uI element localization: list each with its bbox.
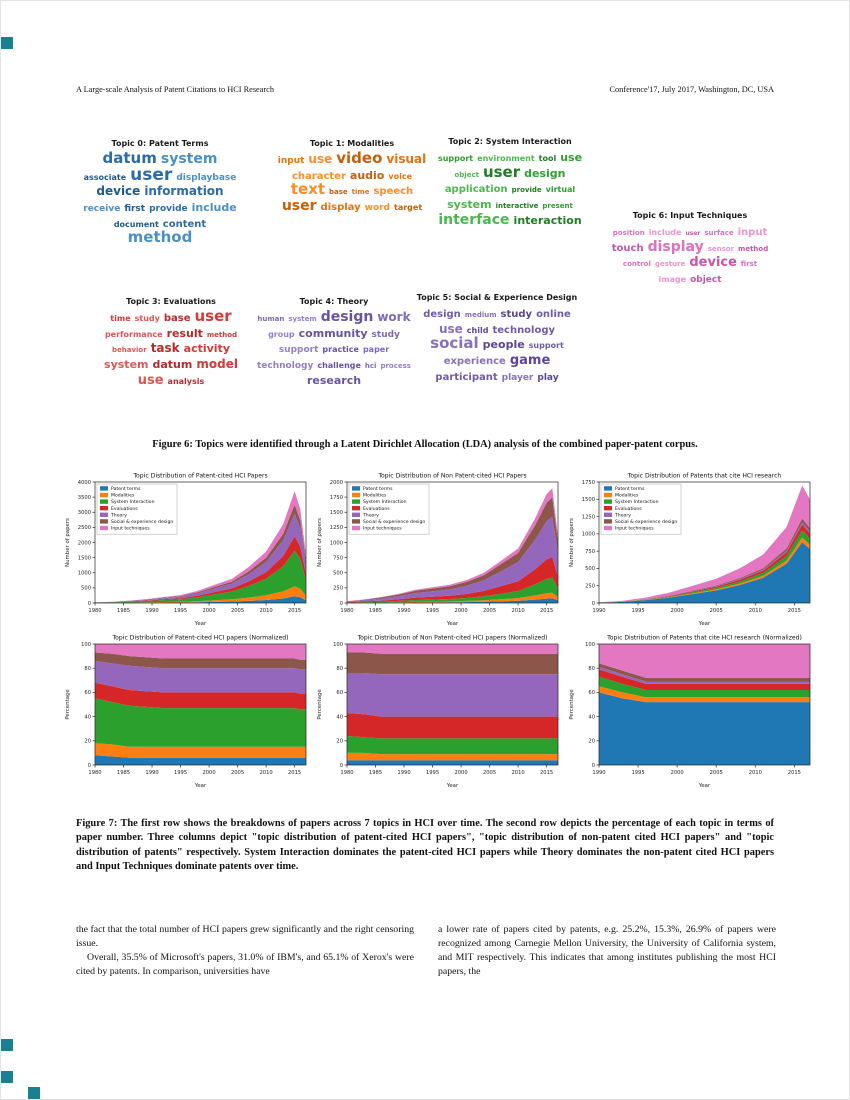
wordcloud-word: display	[647, 238, 704, 255]
wordcloud-topic-0	[81, 139, 239, 251]
svg-text:Social & experience design: Social & experience design	[615, 520, 678, 525]
svg-text:Topic Distribution of Patents: Topic Distribution of Patents that cite HCI research (Normalized)	[607, 634, 802, 642]
wordcloud-word: user	[685, 230, 701, 237]
margin-mark	[1, 1039, 13, 1051]
wordcloud-word: time	[351, 188, 370, 197]
chart-patent-cited-papers	[61, 469, 313, 627]
wordcloud-word: device	[96, 184, 141, 199]
svg-text:1985: 1985	[116, 770, 131, 776]
svg-text:Percentage: Percentage	[317, 689, 323, 720]
svg-text:500: 500	[81, 585, 91, 592]
wordcloud-topic-6	[609, 211, 771, 317]
svg-text:System Interaction: System Interaction	[363, 500, 407, 506]
wordcloud-word: interaction	[513, 213, 582, 227]
margin-mark	[28, 1087, 40, 1099]
figure7-charts	[61, 469, 817, 789]
wordcloud-word: technology	[257, 361, 314, 372]
wordcloud-word: position	[612, 229, 645, 237]
wordcloud-word: information	[144, 184, 224, 199]
wordcloud-word: challenge	[317, 361, 361, 371]
wordcloud-word: analysis	[167, 376, 205, 386]
svg-text:80: 80	[336, 666, 343, 672]
svg-text:2015: 2015	[287, 770, 302, 776]
wordcloud-word: display	[320, 202, 361, 214]
topic-title: Topic 1: Modalities	[309, 139, 395, 148]
wordcloud-word: support	[437, 154, 474, 163]
running-head-venue: Conference'17, July 2017, Washington, DC, USA	[609, 85, 774, 94]
svg-text:20: 20	[336, 738, 343, 745]
svg-text:0: 0	[87, 600, 91, 607]
wordcloud-word: medium	[464, 311, 497, 319]
wordcloud-word: support	[528, 341, 564, 351]
wordcloud-word: datum	[152, 358, 193, 372]
svg-text:500: 500	[333, 570, 343, 577]
svg-text:Evaluations: Evaluations	[111, 506, 138, 512]
svg-text:Percentage: Percentage	[65, 689, 71, 720]
svg-text:1985: 1985	[368, 770, 383, 776]
svg-text:2000: 2000	[202, 770, 216, 776]
wordcloud-word: social	[430, 334, 479, 353]
wordcloud-word: technology	[492, 324, 556, 336]
chart-patents-citing-hci-normalized	[565, 631, 817, 789]
wordcloud-topic-4	[255, 297, 413, 409]
svg-text:0: 0	[591, 600, 595, 607]
topic-title: Topic 5: Social & Experience Design	[416, 293, 578, 302]
wordcloud-word: system	[447, 198, 492, 212]
svg-text:Number of papers: Number of papers	[65, 518, 71, 567]
wordcloud-topic-5	[411, 293, 583, 415]
svg-text:Evaluations: Evaluations	[615, 506, 642, 512]
chart-non-patent-cited-papers	[313, 469, 565, 627]
svg-text:Modalities: Modalities	[111, 493, 135, 499]
svg-text:System Interaction: System Interaction	[111, 500, 155, 506]
topic-title: Topic 6: Input Techniques	[632, 211, 748, 220]
paragraph: a lower rate of papers cited by patents, e.g. 25.2%, 15.3%, 26.9% of papers were recognized among Carnegie Mellon University, the University of California system, and MIT respectively. This indicates that among institutes publishing the most HCI papers, the	[438, 924, 776, 977]
svg-text:Input techniques: Input techniques	[111, 526, 150, 532]
svg-text:1995: 1995	[425, 770, 440, 776]
svg-text:1980: 1980	[88, 770, 102, 776]
svg-text:2010: 2010	[748, 770, 762, 776]
wordcloud-word: method	[738, 244, 769, 253]
wordcloud-word: include	[191, 201, 237, 215]
svg-text:0: 0	[339, 762, 343, 769]
wordcloud-word: audio	[349, 168, 385, 182]
wordcloud-word: object	[454, 170, 479, 179]
svg-text:40: 40	[588, 714, 595, 721]
wordcloud-word: speech	[373, 186, 414, 198]
svg-text:100: 100	[333, 641, 343, 648]
wordcloud-word: system	[104, 358, 149, 372]
svg-text:Year: Year	[446, 621, 459, 627]
wordcloud-word: surface	[704, 229, 734, 237]
svg-text:Topic Distribution of Patents: Topic Distribution of Patents that cite HCI research	[627, 472, 782, 480]
svg-text:1995: 1995	[631, 770, 645, 776]
wordcloud-word: result	[166, 326, 203, 340]
wordcloud-word: first	[124, 204, 146, 215]
wordcloud-word: user	[194, 307, 232, 325]
wordcloud-word: displaybase	[176, 172, 237, 183]
svg-text:2500: 2500	[77, 525, 91, 532]
svg-text:1980: 1980	[340, 770, 354, 776]
svg-text:Percentage: Percentage	[569, 689, 575, 720]
svg-text:2015: 2015	[787, 608, 801, 614]
wordcloud-word: object	[690, 275, 722, 286]
wordcloud-topic-1	[275, 139, 429, 251]
svg-text:Topic Distribution of Patent-c: Topic Distribution of Patent-cited HCI papers (Normalized)	[112, 634, 289, 642]
wordcloud-word: input	[737, 227, 768, 238]
svg-text:2010: 2010	[511, 608, 525, 614]
wordcloud-word: base	[329, 188, 348, 197]
svg-text:Year: Year	[194, 621, 207, 627]
wordcloud-word: first	[740, 260, 758, 269]
svg-text:500: 500	[585, 566, 595, 573]
svg-text:Year: Year	[194, 783, 207, 789]
svg-text:1000: 1000	[77, 570, 91, 577]
wordcloud-word: include	[648, 228, 682, 237]
wordcloud-word: present	[542, 202, 573, 211]
wordcloud-word: receive	[83, 204, 121, 215]
wordcloud-word: work	[377, 310, 411, 324]
figure6-wordclouds	[1, 129, 850, 429]
body-column-left	[76, 923, 414, 979]
wordcloud-word: target	[394, 203, 423, 213]
wordcloud-word: user	[482, 162, 521, 181]
wordcloud-topic-3	[93, 297, 249, 409]
svg-text:1995: 1995	[425, 608, 440, 614]
svg-text:1990: 1990	[592, 770, 606, 776]
svg-text:2005: 2005	[709, 770, 723, 776]
svg-text:Theory: Theory	[111, 513, 127, 519]
wordcloud-words	[609, 223, 771, 286]
wordcloud-word: online	[536, 309, 571, 320]
wordcloud-word: support	[278, 345, 319, 356]
svg-text:2000: 2000	[454, 608, 468, 614]
topic-title: Topic 0: Patent Terms	[111, 139, 209, 148]
svg-text:3500: 3500	[77, 494, 91, 501]
wordcloud-word: tool	[538, 154, 557, 163]
svg-text:Patent terms: Patent terms	[615, 487, 645, 492]
svg-text:Year: Year	[698, 621, 711, 627]
wordcloud-word: use	[438, 321, 463, 336]
svg-text:System Interaction: System Interaction	[615, 500, 659, 506]
svg-text:3000: 3000	[77, 510, 91, 517]
svg-text:1500: 1500	[581, 497, 595, 504]
wordcloud-word: experience	[443, 356, 506, 368]
wordcloud-word: document	[113, 219, 159, 229]
svg-text:80: 80	[84, 666, 91, 672]
svg-text:1995: 1995	[173, 608, 188, 614]
svg-text:Patent terms: Patent terms	[363, 487, 393, 492]
wordcloud-word: text	[290, 180, 325, 199]
figure7-caption: Figure 7: The first row shows the breakdowns of papers across 7 topics in HCI over time. The second row depicts the percentage of each topic in terms of paper number. Three columns depict "topic distribution of patent-cited HCI papers", "topic distribution of non-patent cited HCI papers" and "topic distribution of patents" respectively. System Interaction dominates the patent-cited HCI papers while Theory dominates the non-patent cited HCI papers and Input Techniques dominate patents over time.	[76, 818, 774, 873]
svg-text:1980: 1980	[340, 608, 354, 614]
svg-text:Year: Year	[698, 783, 711, 789]
body-text	[76, 923, 776, 979]
wordcloud-word: control	[622, 260, 651, 269]
wordcloud-word: play	[537, 372, 559, 383]
wordcloud-words	[255, 309, 413, 387]
svg-text:2005: 2005	[709, 608, 723, 614]
svg-text:1750: 1750	[329, 494, 343, 501]
svg-text:Input techniques: Input techniques	[615, 526, 654, 532]
wordcloud-word: datum	[102, 149, 157, 167]
svg-text:1985: 1985	[368, 608, 383, 614]
wordcloud-word: behavior	[111, 346, 147, 355]
svg-text:0: 0	[591, 762, 595, 769]
wordcloud-word: time	[110, 314, 131, 323]
svg-text:2015: 2015	[787, 770, 801, 776]
wordcloud-word: design	[320, 309, 374, 325]
wordcloud-word: provide	[149, 204, 188, 215]
wordcloud-word: sensor	[707, 244, 735, 253]
svg-text:Patent terms: Patent terms	[111, 487, 141, 492]
wordcloud-word: method	[127, 228, 193, 247]
wordcloud-word: environment	[477, 154, 535, 163]
wordcloud-words	[93, 309, 249, 387]
wordcloud-word: paper	[362, 345, 390, 355]
svg-text:60: 60	[84, 690, 91, 697]
svg-text:Topic Distribution of Non Pate: Topic Distribution of Non Patent-cited HCI Papers	[378, 472, 527, 480]
wordcloud-word: user	[281, 198, 317, 215]
running-head-title: A Large-scale Analysis of Patent Citations to HCI Research	[76, 85, 275, 94]
svg-text:2010: 2010	[259, 608, 273, 614]
wordcloud-word: community	[298, 326, 368, 340]
svg-text:Number of papers: Number of papers	[569, 518, 575, 567]
body-column-right	[438, 923, 776, 979]
svg-text:Theory: Theory	[615, 513, 631, 519]
svg-text:80: 80	[588, 666, 595, 672]
wordcloud-word: user	[130, 164, 173, 185]
svg-text:2005: 2005	[230, 770, 245, 776]
svg-text:40: 40	[336, 714, 343, 721]
wordcloud-word: activity	[183, 342, 230, 356]
chart-patent-cited-papers-normalized	[61, 631, 313, 789]
wordcloud-word: human	[257, 315, 285, 323]
wordcloud-word: child	[466, 325, 489, 335]
svg-text:Evaluations: Evaluations	[363, 506, 390, 512]
wordcloud-word: application	[444, 184, 508, 196]
wordcloud-word: virtual	[545, 185, 576, 195]
figure6-caption: Figure 6: Topics were identified through a Latent Dirichlet Allocation (LDA) analysis of the combined paper-patent corpus.	[152, 439, 698, 450]
wordcloud-word: design	[423, 309, 461, 320]
svg-text:1500: 1500	[77, 555, 91, 562]
chart-patents-citing-hci	[565, 469, 817, 627]
svg-text:750: 750	[585, 548, 595, 555]
wordcloud-word: model	[196, 357, 238, 372]
svg-text:1250: 1250	[329, 525, 343, 532]
wordcloud-word: group	[268, 329, 295, 339]
svg-text:Number of papers: Number of papers	[317, 518, 323, 567]
wordcloud-word: device	[689, 255, 737, 271]
wordcloud-word: gesture	[654, 260, 686, 269]
paragraph: Overall, 35.5% of Microsoft's papers, 31.0% of IBM's, and 65.1% of Xerox's were cited by patents. In comparison, universities have	[76, 951, 414, 977]
wordcloud-word: voice	[388, 171, 412, 181]
svg-text:1990: 1990	[145, 770, 159, 776]
running-head	[76, 85, 774, 94]
svg-text:1750: 1750	[581, 479, 595, 486]
svg-text:1990: 1990	[145, 608, 159, 614]
wordcloud-words	[429, 149, 591, 227]
svg-text:20: 20	[588, 738, 595, 745]
svg-text:Social & experience design: Social & experience design	[111, 520, 174, 525]
svg-text:1990: 1990	[397, 608, 411, 614]
wordcloud-word: visual	[386, 152, 427, 166]
svg-text:20: 20	[84, 738, 91, 745]
wordcloud-word: associate	[83, 172, 127, 182]
margin-mark	[1, 1071, 13, 1083]
svg-text:60: 60	[588, 690, 595, 697]
svg-text:2005: 2005	[230, 608, 245, 614]
wordcloud-word: image	[658, 275, 687, 285]
svg-text:1985: 1985	[116, 608, 131, 614]
svg-text:2010: 2010	[748, 608, 762, 614]
wordcloud-word: use	[308, 152, 333, 166]
svg-text:40: 40	[84, 714, 91, 721]
wordcloud-word: study	[371, 329, 400, 340]
svg-text:1995: 1995	[173, 770, 188, 776]
wordcloud-word: interface	[438, 211, 510, 228]
wordcloud-word: task	[150, 341, 180, 356]
svg-text:1000: 1000	[329, 540, 343, 547]
wordcloud-word: method	[206, 330, 238, 339]
svg-text:1000: 1000	[581, 531, 595, 538]
wordcloud-word: video	[336, 149, 383, 167]
svg-text:2005: 2005	[482, 608, 497, 614]
svg-text:Topic Distribution of Non Pate: Topic Distribution of Non Patent-cited HCI papers (Normalized)	[357, 634, 548, 642]
wordcloud-word: study	[500, 309, 533, 320]
wordcloud-word: study	[134, 314, 160, 323]
wordcloud-word: people	[482, 338, 525, 352]
svg-text:1980: 1980	[88, 608, 102, 614]
wordcloud-word: hci	[364, 362, 377, 371]
wordcloud-word: design	[524, 166, 566, 180]
svg-text:60: 60	[336, 690, 343, 697]
wordcloud-word: participant	[435, 371, 498, 383]
wordcloud-word: practice	[322, 345, 359, 355]
svg-text:Theory: Theory	[363, 513, 379, 519]
wordcloud-word: use	[137, 372, 164, 388]
svg-text:2010: 2010	[259, 770, 273, 776]
topic-title: Topic 4: Theory	[299, 297, 369, 306]
wordcloud-words	[81, 151, 239, 246]
svg-text:2000: 2000	[77, 540, 91, 547]
svg-text:1250: 1250	[581, 514, 595, 521]
svg-text:0: 0	[87, 762, 91, 769]
svg-text:2000: 2000	[329, 479, 343, 486]
wordcloud-word: system	[288, 315, 317, 323]
svg-text:Topic Distribution of Patent-c: Topic Distribution of Patent-cited HCI Papers	[133, 472, 268, 480]
svg-text:2000: 2000	[670, 608, 684, 614]
svg-text:2005: 2005	[482, 770, 497, 776]
wordcloud-word: base	[163, 313, 191, 324]
wordcloud-words	[411, 305, 583, 383]
svg-text:1995: 1995	[631, 608, 645, 614]
svg-text:1500: 1500	[329, 510, 343, 517]
wordcloud-word: word	[364, 203, 391, 214]
svg-text:1990: 1990	[397, 770, 411, 776]
chart-non-patent-cited-papers-normalized	[313, 631, 565, 789]
wordcloud-topic-2	[429, 137, 591, 247]
wordcloud-word: system	[160, 151, 218, 167]
svg-text:0: 0	[339, 600, 343, 607]
wordcloud-word: game	[509, 353, 551, 369]
wordcloud-word: touch	[611, 242, 644, 254]
svg-text:2010: 2010	[511, 770, 525, 776]
svg-text:1990: 1990	[592, 608, 606, 614]
svg-text:2015: 2015	[287, 608, 302, 614]
svg-text:Social & experience design: Social & experience design	[363, 520, 426, 525]
wordcloud-word: interactive	[495, 202, 539, 211]
svg-text:250: 250	[333, 585, 343, 592]
wordcloud-word: content	[162, 218, 207, 230]
svg-text:Modalities: Modalities	[363, 493, 387, 499]
wordcloud-words	[275, 151, 429, 214]
topic-title: Topic 2: System Interaction	[448, 137, 572, 146]
svg-text:Year: Year	[446, 783, 459, 789]
wordcloud-word: process	[380, 362, 411, 371]
wordcloud-word: research	[306, 373, 362, 387]
svg-text:250: 250	[585, 583, 595, 590]
wordcloud-word: player	[501, 372, 534, 383]
paragraph: the fact that the total number of HCI papers grew significantly and the right censoring issue.	[76, 924, 414, 949]
svg-text:2000: 2000	[454, 770, 468, 776]
wordcloud-word: input	[277, 156, 305, 166]
wordcloud-word: performance	[104, 329, 163, 339]
svg-text:750: 750	[333, 555, 343, 562]
svg-text:100: 100	[81, 641, 91, 648]
svg-text:4000: 4000	[77, 479, 91, 486]
wordcloud-word: provide	[511, 186, 542, 195]
svg-text:2015: 2015	[539, 770, 554, 776]
margin-mark	[1, 37, 13, 49]
topic-title: Topic 3: Evaluations	[126, 297, 216, 306]
wordcloud-word: character	[292, 170, 346, 182]
svg-text:100: 100	[585, 641, 595, 648]
svg-text:Input techniques: Input techniques	[363, 526, 402, 532]
svg-text:2015: 2015	[539, 608, 554, 614]
svg-text:Modalities: Modalities	[615, 493, 639, 499]
svg-text:2000: 2000	[670, 770, 684, 776]
svg-text:2000: 2000	[202, 608, 216, 614]
wordcloud-word: use	[560, 151, 583, 164]
